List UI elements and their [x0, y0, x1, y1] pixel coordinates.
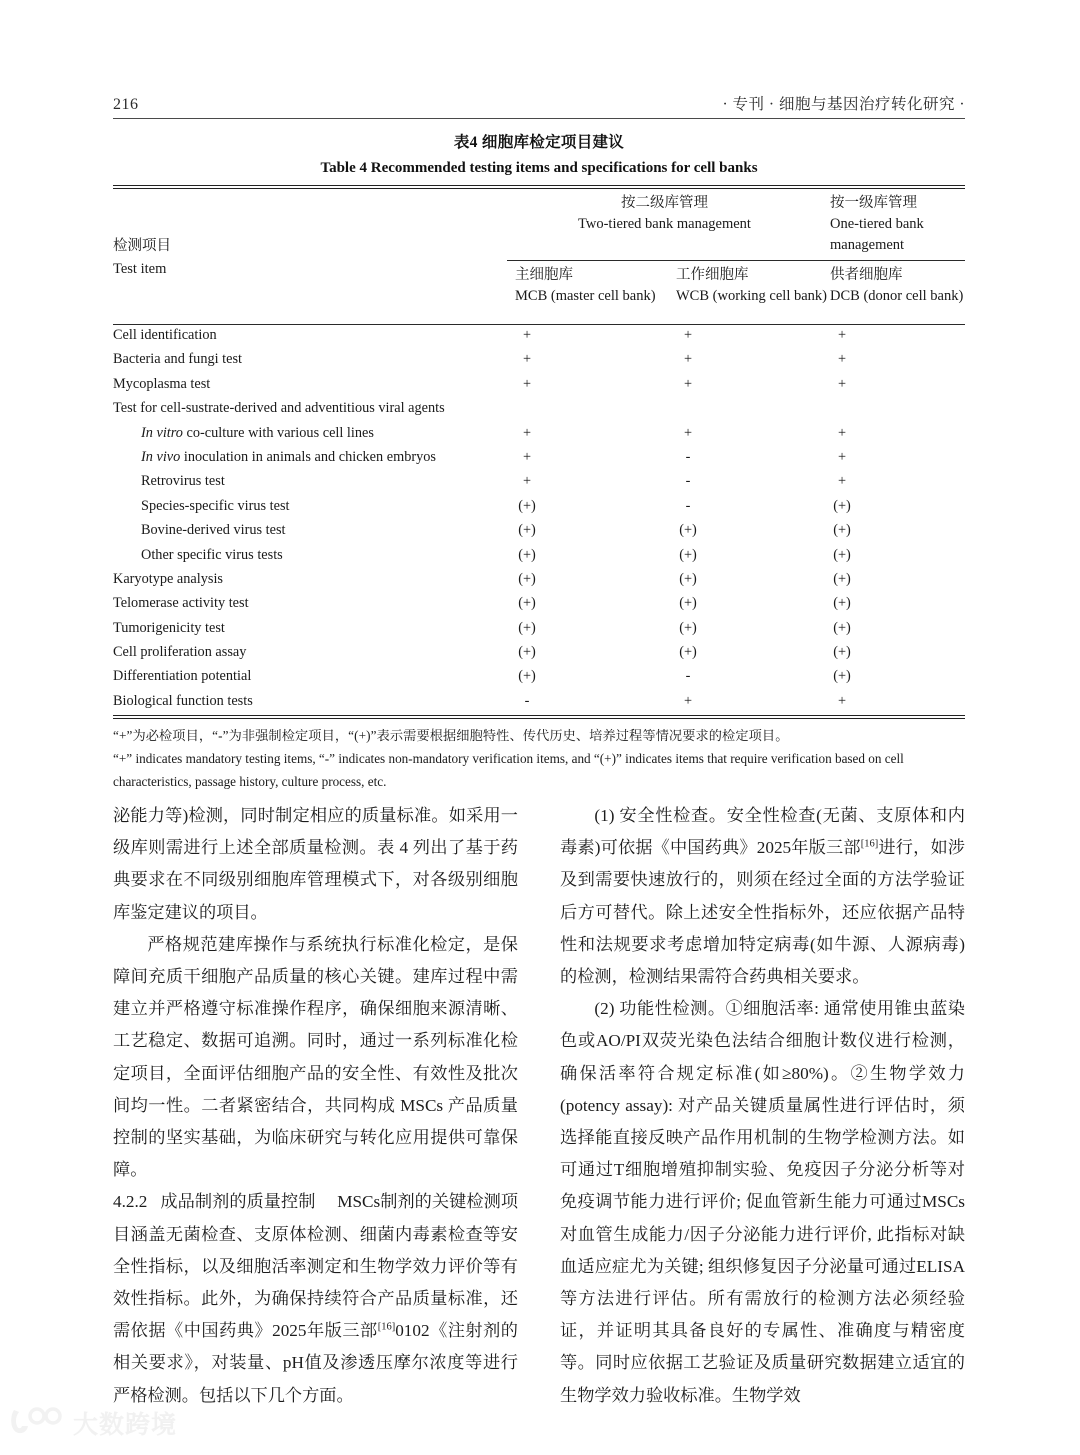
table-cell-mcb: +	[522, 351, 532, 368]
table-cell-test-item: Other specific virus tests	[141, 546, 283, 563]
table-cell-test-item: Biological function tests	[113, 692, 253, 709]
table-row	[113, 618, 965, 642]
watermark	[8, 1405, 177, 1441]
table-cell-test-item: Retrovirus test	[141, 473, 225, 490]
left-para-3	[113, 1186, 518, 1411]
table-cell-mcb: (+)	[518, 570, 536, 587]
table-cell-dcb: +	[837, 375, 847, 392]
table-cell-test-item: Telomerase activity test	[113, 595, 249, 612]
right-column	[560, 800, 965, 1412]
table-cell-test-item: Test for cell-sustrate-derived and adventitious viral agents	[113, 400, 445, 417]
table-cell-wcb: +	[683, 424, 693, 441]
table-footnotes	[113, 719, 965, 793]
cell-bank-testing-table	[113, 185, 965, 793]
table-footnote-en: “+” indicates mandatory testing items, “-” indicates non-mandatory verification items, and “(+)” indicates items that require verification based on cell characteristics, passage history, culture process, etc.	[113, 751, 904, 790]
table-header	[113, 189, 965, 324]
table-cell-mcb: +	[522, 424, 532, 441]
right-para-1	[560, 800, 965, 993]
table-cell-italic-term: In vitro	[141, 424, 183, 441]
table-cell-wcb: (+)	[679, 619, 697, 636]
table-cell-mcb: (+)	[518, 644, 536, 661]
table-row	[113, 471, 965, 495]
left-column	[113, 800, 518, 1412]
header-span-rule	[507, 260, 965, 261]
table-row	[113, 325, 965, 349]
header-test-item	[113, 235, 171, 281]
table-cell-wcb: +	[683, 692, 693, 709]
header-group-one-tiered-en: One-tiered bank management	[830, 216, 924, 253]
table-cell-wcb: +	[683, 327, 693, 343]
table-cell-wcb: (+)	[679, 570, 697, 587]
table-cell-wcb: -	[685, 473, 691, 490]
section-title: 成品制剂的质量控制	[160, 1192, 316, 1212]
table-cell-test-item: In vitro co-culture with various cell lines	[141, 424, 374, 441]
header-col-wcb-cn: 工作细胞库	[676, 267, 749, 283]
table-cell-mcb: (+)	[518, 595, 536, 612]
left-para-3-text-b: 0102《注射剂的相关要求》，对装量、pH值及渗透压摩尔浓度等进行严格检测。包括以下几个方面。	[113, 1321, 518, 1405]
table-cell-mcb: (+)	[518, 619, 536, 636]
table-cell-test-item: Differentiation potential	[113, 668, 252, 685]
table-cell-test-item: Karyotype analysis	[113, 570, 223, 587]
table-caption	[113, 131, 965, 180]
table-cell-test-item: Bacteria and fungi test	[113, 351, 243, 368]
table-row	[113, 496, 965, 520]
header-group-two-tiered-cn: 按二级库管理	[621, 195, 708, 211]
table-cell-wcb: +	[683, 375, 693, 392]
table-cell-dcb: +	[837, 327, 847, 343]
table-cell-dcb: +	[837, 448, 847, 465]
table-row	[113, 349, 965, 373]
table-cell-dcb: (+)	[833, 522, 851, 539]
table-cell-dcb: (+)	[833, 644, 851, 661]
header-group-two-tiered	[507, 193, 822, 235]
table-cell-italic-term: In vivo	[141, 448, 181, 465]
table-row	[113, 398, 965, 422]
left-para-1: 泌能力等)检测，同时制定相应的质量标准。如采用一级库则需进行上述全部质量检测。表 4 列出了基于药典要求在不同级别细胞库管理模式下，对各级别细胞库鉴定建议的项目。	[113, 806, 518, 922]
table-cell-mcb: -	[524, 692, 530, 709]
table-cell-wcb: (+)	[679, 595, 697, 612]
table-cell-mcb: +	[522, 327, 532, 343]
table-cell-test-item: Species-specific virus test	[141, 497, 290, 514]
table-cell-dcb: (+)	[833, 497, 851, 514]
dashu-kuajing-logo-icon	[8, 1406, 64, 1441]
header-col-mcb-en: MCB (master cell bank)	[515, 288, 656, 304]
section-number: 4.2.2	[113, 1192, 148, 1212]
table-row	[113, 642, 965, 666]
right-para-2: (2) 功能性检测。①细胞活率: 通常使用锥虫蓝染色或AO/PI双荧光染色法结合细胞计数仪进行检测，确保活率符合规定标准(如≥80%)。②生物学效力(potency assay): 对产品关键质量属性进行评估时，须选择能直接反映产品作用机制的生物学检测方法。如可通过T细胞增殖抑制实验、免疫因子分泌分析等对免疫调节能力进行评价; 促血管新生能力可通过MSCs对血管生成能力/因子分泌能力进行评价, 此指标对缺血适应症尤为关键; 组织修复因子分泌量可通过ELISA等方法进行评估。所有需放行的检测方法必须经验证，并证明其具备良好的专属性、准确度与精密度等。同时应依据工艺验证及质量研究数据建立适宜的生物学效力验收标准。生物学效	[560, 999, 965, 1405]
table-cell-wcb: -	[685, 448, 691, 465]
page-header	[113, 92, 965, 114]
header-group-one-tiered	[830, 193, 990, 256]
table-cell-dcb: +	[837, 351, 847, 368]
table-cell-wcb: (+)	[679, 546, 697, 563]
table-caption-cn: 表4 细胞库检定项目建议	[453, 134, 625, 151]
header-col-dcb	[830, 265, 980, 307]
table-cell-wcb: +	[683, 351, 693, 368]
header-col-mcb	[515, 265, 670, 307]
table-row	[113, 691, 965, 715]
header-col-wcb	[676, 265, 831, 307]
header-test-item-en: Test item	[113, 261, 167, 277]
table-cell-mcb: +	[522, 375, 532, 392]
table-cell-test-item: Bovine-derived virus test	[141, 522, 286, 539]
table-row	[113, 374, 965, 398]
table-cell-mcb: (+)	[518, 522, 536, 539]
table-row	[113, 593, 965, 617]
header-col-wcb-en: WCB (working cell bank)	[676, 288, 828, 304]
table-cell-dcb: +	[837, 473, 847, 490]
table-cell-test-item: Mycoplasma test	[113, 375, 211, 392]
table-cell-wcb: -	[685, 497, 691, 514]
table-cell-dcb: (+)	[833, 668, 851, 685]
header-group-one-tiered-cn: 按一级库管理	[830, 195, 917, 211]
table-cell-dcb: (+)	[833, 546, 851, 563]
right-para-1-text-b: 进行，如涉及到需要快速放行的，则须在经过全面的方法学验证后方可替代。除上述安全性指标外，还应依据产品特性和法规要求考虑增加特定病毒(如牛源、人源病毒)的检测，检测结果需符合药典相关要求。	[560, 838, 965, 987]
table-row	[113, 520, 965, 544]
left-para-2: 严格规范建库操作与系统执行标准化检定，是保障间充质干细胞产品质量的核心关键。建库过程中需建立并严格遵守标准操作程序，确保细胞来源清晰、工艺稳定、数据可追溯。同时，通过一系列标准化检定项目，全面评估细胞产品的安全性、有效性及批次间均一性。二者紧密结合，共同构成 MSCs 产品质量控制的坚实基础，为临床研究与转化应用提供可靠保障。	[113, 934, 518, 1180]
header-test-item-cn: 检测项目	[113, 238, 171, 254]
watermark-text: 大数跨境	[73, 1411, 178, 1439]
table-body	[113, 325, 965, 715]
table-cell-test-item: Cell proliferation assay	[113, 644, 247, 661]
table-cell-test-item: Cell identification	[113, 327, 217, 343]
citation-ref-16: [16]	[377, 1321, 396, 1333]
header-rule	[113, 118, 965, 119]
header-col-dcb-cn: 供者细胞库	[830, 267, 903, 283]
table-cell-test-item: In vivo inoculation in animals and chicken embryos	[141, 448, 436, 465]
table-cell-wcb: -	[685, 668, 691, 685]
table-cell-wcb: (+)	[679, 522, 697, 539]
table-cell-dcb: (+)	[833, 595, 851, 612]
page-number: 216	[113, 96, 139, 113]
right-para-1-text-a: (1) 安全性检查。安全性检查(无菌、支原体和内毒素)可依据《中国药典》2025年版三部	[560, 806, 965, 858]
table-cell-mcb: +	[522, 473, 532, 490]
table-cell-mcb: +	[522, 448, 532, 465]
table-cell-dcb: (+)	[833, 619, 851, 636]
table-cell-dcb: +	[837, 692, 847, 709]
table-cell-wcb: (+)	[679, 644, 697, 661]
table-row	[113, 569, 965, 593]
header-col-mcb-cn: 主细胞库	[515, 267, 573, 283]
table-cell-mcb: (+)	[518, 546, 536, 563]
table-cell-dcb: +	[837, 424, 847, 441]
table-row	[113, 447, 965, 471]
citation-ref-16-right: [16]	[860, 838, 879, 850]
table-caption-en: Table 4 Recommended testing items and specifications for cell banks	[320, 160, 758, 176]
table-cell-mcb: (+)	[518, 668, 536, 685]
table-row	[113, 423, 965, 447]
header-group-two-tiered-en: Two-tiered bank management	[578, 216, 751, 232]
header-col-dcb-en: DCB (donor cell bank)	[830, 288, 964, 304]
table-cell-test-item: Tumorigenicity test	[113, 619, 225, 636]
table-footnote-cn: “+”为必检项目，“-”为非强制检定项目，“(+)”表示需要根据细胞特性、传代历史、培养过程等情况要求的检定项目。	[113, 728, 789, 744]
body-columns	[113, 800, 965, 1412]
left-para-3-text-a: MSCs制剂的关键检测项目涵盖无菌检查、支原体检测、细菌内毒素检查等安全性指标，以及细胞活率测定和生物学效力评价等有效性指标。此外，为确保持续符合产品质量标准，还需依据《中国药典》2025年版三部	[113, 1192, 519, 1341]
table-cell-dcb: (+)	[833, 570, 851, 587]
table-row	[113, 545, 965, 569]
table-cell-mcb: (+)	[518, 497, 536, 514]
table-row	[113, 666, 965, 690]
running-head: · 专刊 · 细胞与基因治疗转化研究 ·	[722, 96, 965, 113]
